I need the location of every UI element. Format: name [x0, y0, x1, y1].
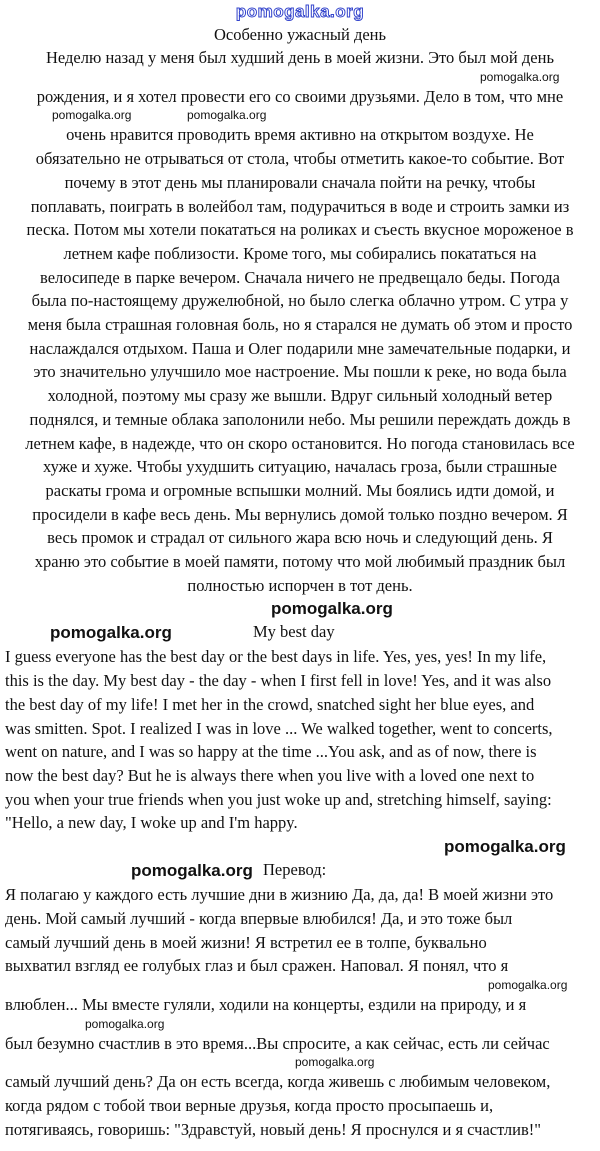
text-line: Неделю назад у меня был худший день в моей жизни. Это был мой день — [46, 48, 554, 67]
text-line: this is the day. My best day - the day - when I first fell in love! Yes, and it was also — [5, 671, 552, 691]
watermark: pomogalka.org — [50, 623, 172, 643]
text-line: велосипеде в парке вечером. Сначала ничего не предвещало беды. Погода — [40, 267, 560, 287]
text-line: почему в этот день мы планировали сначала пойти на речку, чтобы — [64, 172, 536, 192]
text-line: летнем кафе, в надежде, что он скоро остановится. Но погода становилась все — [25, 433, 575, 453]
text-line: went on nature, and I was so happy at the time ...You ask, and as of now, there is — [5, 742, 537, 762]
section-title-en: My best day — [253, 622, 335, 642]
text-line: потягиваясь, говоришь: "Здравстуй, новый день! Я проснулся и я счастлив!" — [5, 1119, 542, 1139]
watermark-row — [0, 597, 600, 621]
text-line: наслаждался отдыхом. Паша и Олег подарили мне замечательные подарки, и — [29, 338, 571, 358]
text-line: был безумно счастлив в это время...Вы спросите, а как сейчас, есть ли сейчас — [5, 1033, 550, 1053]
watermark: pomogalka.org — [52, 108, 132, 123]
watermark: pomogalka.org — [85, 1016, 165, 1031]
watermark-row — [5, 1055, 596, 1070]
text-line: самый лучший день в моей жизни! Я встретил ее в толпе, буквально — [5, 932, 487, 952]
text-line: выхватил взгляд ее голубых глаз и был сражен. Наповал. Я понял, что я — [5, 956, 509, 976]
text-line: просидели в кафе весь день. Мы вернулись домой только поздно вечером. Я — [32, 504, 568, 524]
section-heading-row-translation — [0, 859, 600, 883]
watermark-row — [0, 835, 600, 859]
watermark: pomogalka.org — [444, 837, 566, 857]
text-line: поплавать, поиграть в волейбол там, подурачиться в воде и строить замки из — [30, 196, 570, 216]
text-line: обязательно не отрываться от стола, чтобы отметить какое-то событие. Вот — [35, 149, 565, 169]
watermark-row — [5, 1017, 596, 1032]
watermark-logo: pomogalka.org — [235, 2, 365, 21]
watermark: pomogalka.org — [271, 599, 393, 619]
text-line: меня была страшная головная боль, но я старался не думать об этом и просто — [27, 315, 573, 335]
text-line: храню это событие в моей памяти, потому что мой любимый праздник был — [34, 552, 566, 572]
text-line: the best day of my life! I met her in the crowd, snatched sight her blue eyes, and — [5, 694, 535, 714]
text-line: раскаты грома и огромные вспышки молний. Мы боялись идти домой, и — [45, 480, 555, 500]
text-line: очень нравится проводить время активно на открытом воздухе. Не — [66, 125, 534, 145]
text-line: полностью испорчен в тот день. — [187, 575, 413, 595]
logo-row — [0, 0, 600, 24]
text-line: день. Мой самый лучший - когда впервые влюбился! Да, и это тоже был — [5, 908, 513, 928]
text-line: это значительно улучшило мое настроение. Мы пошли к реке, но вода была — [33, 362, 567, 382]
watermark: pomogalka.org — [488, 977, 568, 992]
section-title-ru: Особенно ужасный день — [213, 25, 387, 44]
text-line: была по-настоящему дружелюбной, но было слегка облачно утром. С утра у — [31, 291, 569, 311]
section-body-translation — [0, 883, 600, 1141]
section-heading-row-en — [0, 621, 600, 645]
section-body-en — [0, 645, 600, 835]
watermark: pomogalka.org — [187, 108, 267, 123]
watermark-row — [0, 70, 600, 85]
watermark-row — [0, 108, 600, 123]
text-line: рождения, и я хотел провести его со своими друзьями. Дело в том, что мне — [36, 86, 564, 106]
text-line: холодной, поэтому мы сразу же вышли. Вдруг сильный холодный ветер — [47, 386, 553, 406]
section-title-translation: Перевод: — [263, 860, 327, 880]
text-line: когда рядом с тобой твои верные друзья, когда просто просыпаешь и, — [5, 1096, 494, 1116]
text-line: влюблен... Мы вместе гуляли, ходили на концерты, ездили на природу, и я — [5, 994, 527, 1014]
text-line: самый лучший день? Да он есть всегда, когда живешь с любимым человеком, — [5, 1072, 551, 1092]
text-line: весь промок и страдал от сильного жара всю ночь и следующий день. Я — [47, 528, 553, 548]
text-line: was smitten. Spot. I realized I was in love ... We walked together, went to concerts, — [5, 718, 553, 738]
text-line: I guess everyone has the best day or the best days in life. Yes, yes, yes! In my life, — [5, 647, 547, 667]
watermark: pomogalka.org — [480, 69, 560, 84]
text-line: песка. Потом мы хотели покататься на роликах и съесть вкусное мороженое в — [26, 220, 574, 240]
text-line: летнем кафе поблизости. Кроме того, мы собирались покататься на — [63, 243, 537, 263]
text-line: Я полагаю у каждого есть лучшие дни в жизнию Да, да, да! В моей жизни это — [5, 885, 554, 905]
watermark: pomogalka.org — [295, 1055, 375, 1070]
text-line: хуже и хуже. Чтобы ухудшить ситуацию, началась гроза, были страшные — [43, 457, 557, 477]
text-line: поднялся, и темные облака заполонили небо. Мы решили переждать дождь в — [29, 409, 571, 429]
watermark-row — [5, 978, 596, 993]
text-line: now the best day? But he is always there when you live with a loved one next to — [5, 765, 535, 785]
section-body-ru — [0, 46, 600, 597]
text-line: "Hello, a new day, I woke up and I'm happy. — [5, 813, 298, 833]
watermark: pomogalka.org — [131, 861, 253, 881]
text-line: you when your true friends when you just woke up and, stretching himself, saying: — [5, 789, 552, 809]
